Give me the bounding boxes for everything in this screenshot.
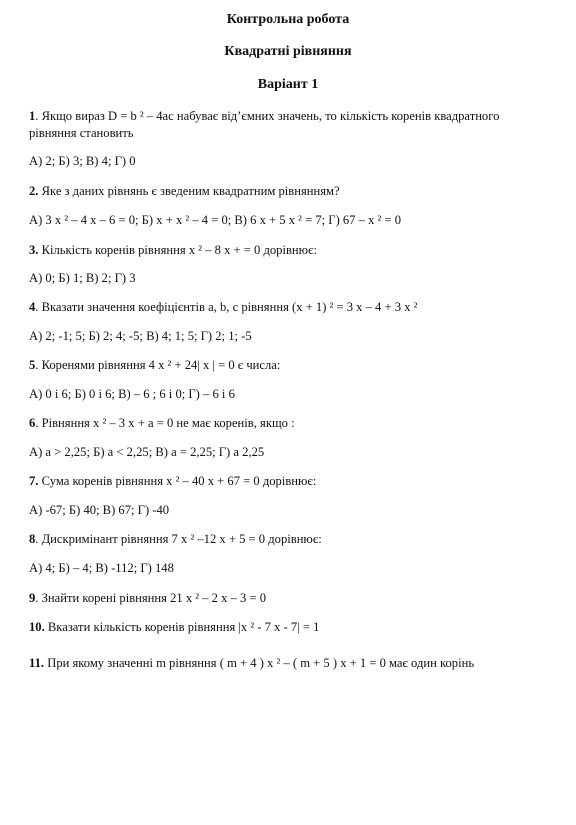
question-separator: .	[35, 109, 42, 123]
question-number: 10.	[29, 620, 45, 634]
answers-7: А) -67; Б) 40; В) 67; Г) -40	[29, 503, 170, 517]
answers-6: А) а > 2,25; Б) а < 2,25; В) а = 2,25; Г) а 2,25	[29, 445, 265, 459]
question-number: 4	[29, 300, 36, 314]
question-4	[29, 299, 554, 316]
question-number: 6	[29, 416, 36, 430]
answers-8: А) 4; Б) – 4; В) -112; Г) 148	[29, 561, 174, 575]
question-text: Дискримінант рівняння 7 x ² –12 x + 5 = 0 дорівнює:	[41, 532, 322, 546]
question-7	[29, 473, 554, 490]
question-text: При якому значенні m рівняння ( m + 4 ) x ² – ( m + 5 ) x + 1 = 0 має один корінь	[47, 656, 475, 670]
question-number: 11.	[29, 656, 45, 670]
subject-title: Квадратні рівняння	[224, 44, 352, 59]
question-separator: .	[35, 591, 42, 605]
answers-5: А) 0 і 6; Б) 0 і 6; В) – 6 ; 6 і 0; Г) – 6 і 6	[29, 387, 235, 401]
question-text: Коренями рівняння 4 x ² + 24| x | = 0 є числа:	[41, 358, 281, 372]
question-number: 7.	[29, 474, 39, 488]
question-5	[29, 357, 554, 374]
question-number: 2.	[29, 184, 39, 198]
question-separator: .	[35, 358, 42, 372]
question-2	[29, 183, 554, 200]
question-3	[29, 242, 554, 259]
question-text: Знайти корені рівняння 21 x ² – 2 x – 3 = 0	[41, 591, 266, 605]
question-separator: .	[35, 300, 42, 314]
question-6	[29, 415, 554, 432]
question-separator: .	[35, 532, 42, 546]
answers-3: А) 0; Б) 1; В) 2; Г) 3	[29, 271, 136, 285]
question-number: 5	[29, 358, 36, 372]
question-10	[29, 619, 554, 636]
question-text: Кількість коренів рівняння x ² – 8 x + = 0 дорівнює:	[41, 243, 317, 257]
question-number: 3.	[29, 243, 39, 257]
question-9	[29, 590, 554, 607]
question-8	[29, 531, 554, 548]
question-number: 8	[29, 532, 36, 546]
question-1	[29, 108, 549, 142]
question-text: Вказати значення коефіцієнтів a, b, c рівняння (x + 1) ² = 3 x – 4 + 3 x ²	[41, 300, 418, 314]
question-text: Сума коренів рівняння x ² – 40 x + 67 = 0 дорівнює:	[41, 474, 317, 488]
question-text: Яке з даних рівнянь є зведеним квадратним рівнянням?	[41, 184, 340, 198]
question-number: 1	[29, 109, 36, 123]
question-separator: .	[35, 416, 42, 430]
question-text: Якщо вираз D = b ² – 4ac набуває від’ємних значень, то кількість коренів квадратного рівняння становить	[29, 109, 500, 140]
answers-2: А) 3 x ² – 4 x – 6 = 0; Б) x + x ² – 4 = 0; В) 6 x + 5 x ² = 7; Г) 67 – x ² = 0	[29, 213, 402, 227]
question-11	[29, 648, 489, 678]
question-text: Вказати кількість коренів рівняння |x ² - 7 x - 7| = 1	[47, 620, 320, 634]
answers-4: А) 2; -1; 5; Б) 2; 4; -5; В) 4; 1; 5; Г) 2; 1; -5	[29, 329, 252, 343]
variant-title: Варіант 1	[257, 77, 319, 92]
page-title: Контрольна робота	[226, 12, 350, 27]
question-number: 9	[29, 591, 36, 605]
answers-1: А) 2; Б) 3; В) 4; Г) 0	[29, 154, 136, 168]
question-text: Рівняння x ² – 3 x + a = 0 не має коренів, якщо :	[41, 416, 295, 430]
